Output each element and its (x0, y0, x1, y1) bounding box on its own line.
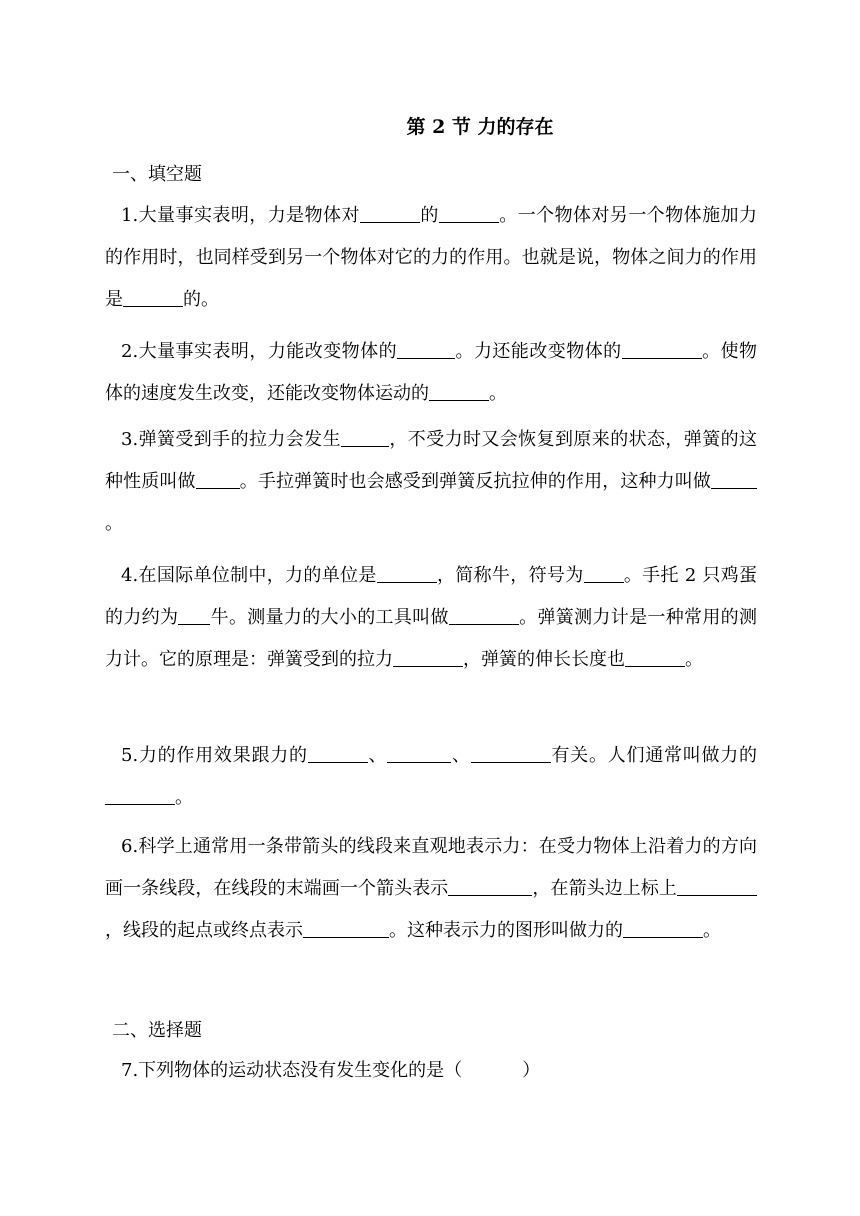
q6-blank-1[interactable] (448, 877, 532, 896)
q4-blank-6[interactable] (625, 648, 685, 667)
q4-blank-2[interactable] (584, 564, 624, 583)
q1-blank-2[interactable] (439, 204, 499, 223)
q6-text-d: 。这种表示力的图形叫做力的 (389, 920, 623, 941)
q2-blank-2[interactable] (622, 340, 702, 359)
q7-text-b: ） (522, 1060, 541, 1081)
q1-text-c: 。一个物体对另一个物体施加力的作用时，也同样受到另一个物体对它的力的作用。也就是说，物体之间力的作用是 (105, 205, 757, 310)
q5-blank-2[interactable] (387, 744, 451, 763)
question-5 (105, 735, 757, 819)
q3-blank-3[interactable] (711, 470, 757, 489)
question-4 (105, 555, 757, 681)
question-2 (105, 331, 757, 415)
q3-text-d: 。 (105, 513, 123, 534)
q5-text-e: 。 (175, 787, 193, 808)
q6-text-a: 6.科学上通常用一条带箭头的线段来直观地表示力：在受力物体上沿着力的方向画一条线段，在线段的末端画一个箭头表示 (105, 836, 757, 899)
q5-blank-4[interactable] (105, 786, 175, 805)
section-fill-heading: 一、填空题 (112, 164, 202, 185)
q2-text-a: 2.大量事实表明，力能改变物体的 (121, 341, 398, 362)
q1-blank-1[interactable] (360, 204, 420, 223)
q4-blank-3[interactable] (178, 606, 210, 625)
q4-text-f: ，弹簧的伸长长度也 (463, 649, 625, 670)
q2-blank-3[interactable] (429, 382, 489, 401)
q6-blank-2[interactable] (677, 877, 757, 896)
q4-text-c: 。手托 2 只鸡蛋的力约为 (105, 565, 757, 628)
q5-text-d: 有关。人们通常叫做力的 (550, 745, 758, 766)
q3-text-c: 。手拉弹簧时也会感受到弹簧反抗拉伸的作用，这种力叫做 (239, 471, 711, 492)
q5-blank-3[interactable] (471, 744, 551, 763)
question-1 (105, 195, 757, 321)
q3-blank-2[interactable] (196, 470, 240, 489)
question-7 (105, 1050, 757, 1092)
q4-text-g: 。 (685, 649, 703, 670)
q5-text-c: 、 (451, 745, 471, 766)
q3-text-a: 3.弹簧受到手的拉力会发生 (121, 429, 341, 450)
q4-text-b: ，简称牛，符号为 (436, 565, 584, 586)
q4-blank-1[interactable] (377, 564, 437, 583)
q4-text-e: 。弹簧测力计是一种常用的测力计。它的原理是：弹簧受到的拉力 (105, 607, 758, 670)
q2-text-b: 。力还能改变物体的 (455, 341, 622, 362)
q5-text-b: 、 (367, 745, 388, 766)
question-6 (105, 826, 757, 952)
q2-blank-1[interactable] (397, 340, 455, 359)
q1-text-a: 1.大量事实表明，力是物体对 (121, 205, 360, 226)
q1-text-d: 的。 (183, 289, 219, 310)
q5-blank-1[interactable] (308, 744, 368, 763)
q6-text-e: 。 (703, 920, 721, 941)
q4-text-a: 4.在国际单位制中，力的单位是 (121, 565, 377, 586)
q5-text-a: 5.力的作用效果跟力的 (121, 745, 308, 766)
q2-text-d: 。 (489, 383, 507, 404)
q1-blank-3[interactable] (123, 288, 183, 307)
q4-text-d: 牛。测量力的大小的工具叫做 (210, 607, 449, 628)
section-choice-heading: 二、选择题 (112, 1020, 202, 1041)
question-3 (105, 419, 757, 545)
q6-text-b: ，在箭头边上标上 (532, 878, 678, 899)
q7-text-a: 7.下列物体的运动状态没有发生变化的是（ (121, 1060, 463, 1081)
q3-blank-1[interactable] (341, 428, 389, 447)
q4-blank-5[interactable] (393, 648, 463, 667)
q2-text-c: 。使物体的速度发生改变，还能改变物体运动的 (105, 341, 757, 404)
q6-blank-3[interactable] (303, 919, 389, 938)
q3-text-b: ，不受力时又会恢复到原来的状态，弹簧的这种性质叫做 (105, 429, 757, 492)
q6-blank-4[interactable] (623, 919, 703, 938)
q6-text-c: ，线段的起点或终点表示 (105, 920, 303, 941)
q4-blank-4[interactable] (449, 606, 519, 625)
page-title: 第 2 节 力的存在 (406, 116, 554, 138)
q1-text-b: 的 (419, 205, 439, 226)
